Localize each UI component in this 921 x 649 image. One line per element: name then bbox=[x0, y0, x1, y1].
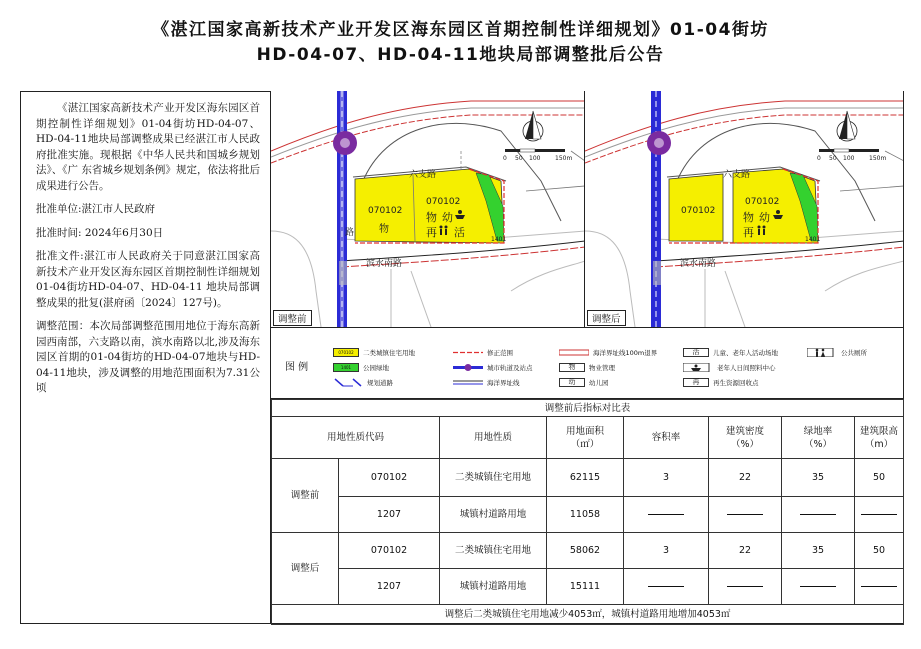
cell-far: 3 bbox=[624, 459, 709, 497]
legend-label: 城市轨道及站点 bbox=[487, 364, 533, 372]
parcel-a-code: 070102 bbox=[368, 206, 403, 216]
parcel-b-zai: 再 bbox=[743, 226, 754, 239]
header-green-text: 绿地率 bbox=[803, 425, 833, 437]
map-after-label: 调整后 bbox=[587, 310, 626, 326]
legend-item-recycling bbox=[683, 378, 759, 387]
cell-nature: 城镇村道路用地 bbox=[440, 497, 547, 533]
legend-item-sea-line bbox=[453, 378, 520, 387]
rail-station-icon bbox=[453, 363, 483, 372]
indicator-comparison-table bbox=[271, 399, 904, 625]
legend-item-toilet bbox=[807, 348, 867, 357]
cell-density-empty bbox=[709, 497, 782, 533]
sea-setback-icon bbox=[559, 348, 589, 357]
cell-code: 070102 bbox=[339, 459, 440, 497]
parcel-b-wu: 物 bbox=[426, 211, 437, 224]
cell-green-empty bbox=[782, 569, 855, 605]
cell-height-empty bbox=[855, 497, 904, 533]
map-after-drawing bbox=[585, 91, 904, 327]
table-footnote: 调整后二类城镇住宅用地减少4053㎡，城镇村道路用地增加4053㎡ bbox=[272, 605, 904, 625]
parcel-b-code: 070102 bbox=[745, 197, 780, 207]
legend-item-kindergarten bbox=[559, 378, 609, 387]
map-before bbox=[271, 91, 585, 327]
legend-item-property bbox=[559, 363, 615, 372]
header-density-text: 建筑密度 bbox=[725, 425, 764, 437]
dash-mark bbox=[648, 514, 684, 515]
header-height-text: 建筑限高 bbox=[859, 425, 898, 437]
recycling-mark: 再 bbox=[683, 378, 709, 387]
scale-tick-100: 100 bbox=[843, 155, 855, 162]
legend-item-residential bbox=[333, 348, 415, 357]
scale-tick-150: 150m bbox=[555, 155, 573, 162]
parcel-a-code: 070102 bbox=[681, 206, 716, 216]
cell-area: 15111 bbox=[547, 569, 624, 605]
header-height bbox=[855, 417, 904, 459]
dash-mark bbox=[800, 586, 836, 587]
cell-green-empty bbox=[782, 497, 855, 533]
cell-area: 58062 bbox=[547, 533, 624, 569]
parcel-b-code: 070102 bbox=[426, 197, 461, 207]
cell-far-empty bbox=[624, 569, 709, 605]
dash-mark bbox=[727, 586, 763, 587]
legend-label: 规划道路 bbox=[367, 379, 393, 387]
public-toilet-icon bbox=[807, 348, 837, 357]
approval-document-paragraph: 批准文件:湛江市人民政府关于同意湛江国家高新技术产业开发区海东园区首期控制性详细规划01-04街坊HD-04-07、HD-04-11 地块局部调整成果的批复(湛府函〔2024〕127号)。 bbox=[36, 250, 260, 309]
legend-item-elderly-center bbox=[683, 363, 776, 372]
header-area bbox=[547, 417, 624, 459]
legend-label: 幼儿园 bbox=[589, 379, 609, 387]
scale-tick-100: 100 bbox=[529, 155, 541, 162]
activity-mark: 活 bbox=[683, 348, 709, 357]
road-north-label: 六支路 bbox=[409, 170, 437, 180]
before-group-label: 调整前 bbox=[272, 459, 339, 533]
legend-item-park bbox=[333, 363, 389, 372]
cell-density: 22 bbox=[709, 459, 782, 497]
cell-density: 22 bbox=[709, 533, 782, 569]
intro-paragraph: 《湛江国家高新技术产业开发区海东园区首期控制性详细规划》01-04街坊HD-04-07、HD-04-11地块局部调整成果已经湛江市人民政府批准实施。现根据《中华人民共和国城乡规划法》、《广 东省城乡规划条例》规定，依法将批后成果进行公告。 bbox=[36, 102, 260, 192]
scope-paragraph: 调整范围：本次局部调整范围用地位于海东高新园西南部，六支路以南，滨水南路以北,涉及海东园区首期的01-04街坊的HD-04-07地块与HD-04-11地块，涉及调整的用地范围面积为7.31公顷 bbox=[36, 320, 260, 394]
header-height-unit: （m） bbox=[864, 438, 894, 450]
parcel-b-wu: 物 bbox=[743, 211, 754, 224]
table-row bbox=[272, 569, 904, 605]
header-code: 用地性质代码 bbox=[272, 417, 440, 459]
scale-tick-0: 0 bbox=[817, 155, 821, 162]
cell-area: 11058 bbox=[547, 497, 624, 533]
after-group-label: 调整后 bbox=[272, 533, 339, 605]
title-line-1: 《湛江国家高新技术产业开发区海东园区首期控制性详细规划》01-04街坊 bbox=[152, 20, 769, 40]
cell-nature: 城镇村道路用地 bbox=[440, 569, 547, 605]
kindergarten-mark: 幼 bbox=[559, 378, 585, 387]
sea-boundary-icon bbox=[453, 378, 483, 387]
header-area-text: 用地面积 bbox=[565, 425, 604, 437]
road-south-label: 滨水南路 bbox=[366, 259, 403, 269]
legend-label: 修正范围 bbox=[487, 349, 513, 357]
scale-tick-50: 50 bbox=[515, 155, 523, 162]
legend-label: 公园绿地 bbox=[363, 364, 389, 372]
legend-item-activity bbox=[683, 348, 778, 357]
legend-label: 儿童、老年人活动场地 bbox=[713, 349, 778, 357]
property-mark: 物 bbox=[559, 363, 585, 372]
approval-time-line: 批准时间: 2024年6月30日 bbox=[36, 226, 164, 239]
approver-line: 批准单位:湛江市人民政府 bbox=[36, 203, 156, 215]
legend-title: 图 例 bbox=[285, 362, 309, 373]
table-caption: 调整前后指标对比表 bbox=[272, 400, 904, 417]
cell-height-empty bbox=[855, 569, 904, 605]
green-code: 1401 bbox=[805, 236, 821, 243]
map-after bbox=[585, 91, 904, 327]
green-code: 1401 bbox=[491, 236, 507, 243]
cell-nature: 二类城镇住宅用地 bbox=[440, 459, 547, 497]
parcel-b-zai: 再 bbox=[426, 226, 437, 239]
legend-item-rail bbox=[453, 363, 533, 372]
legend-item-sea-setback bbox=[559, 348, 657, 357]
legend-label: 海洋界址线100m退界 bbox=[593, 349, 658, 357]
dash-mark bbox=[727, 514, 763, 515]
parcel-b-you: 幼 bbox=[759, 211, 770, 224]
park-swatch: 1401 bbox=[333, 363, 359, 372]
map-before-label: 调整前 bbox=[273, 310, 312, 326]
announcement-title bbox=[0, 18, 921, 68]
residential-swatch: 070102 bbox=[333, 348, 359, 357]
legend-label: 再生资源回收点 bbox=[713, 379, 759, 387]
legend-label: 物业管理 bbox=[589, 364, 615, 372]
dash-mark bbox=[861, 514, 897, 515]
header-green-unit: （%） bbox=[803, 438, 833, 450]
dash-mark bbox=[648, 586, 684, 587]
legend bbox=[271, 327, 904, 399]
legend-label: 公共厕所 bbox=[841, 349, 867, 357]
road-south-label: 滨水南路 bbox=[680, 259, 717, 269]
legend-item-revision-boundary bbox=[453, 348, 513, 357]
dash-mark bbox=[861, 586, 897, 587]
legend-label: 老年人日间照料中心 bbox=[717, 364, 776, 372]
header-density-unit: （%） bbox=[730, 438, 760, 450]
cell-far-empty bbox=[624, 497, 709, 533]
planned-road-icon bbox=[333, 378, 363, 387]
dash-mark bbox=[800, 514, 836, 515]
cell-height: 50 bbox=[855, 459, 904, 497]
cell-code: 070102 bbox=[339, 533, 440, 569]
header-green bbox=[782, 417, 855, 459]
table-row bbox=[272, 497, 904, 533]
scale-tick-50: 50 bbox=[829, 155, 837, 162]
legend-label: 二类城镇住宅用地 bbox=[363, 349, 415, 357]
revision-boundary-icon bbox=[453, 348, 483, 357]
cell-height: 50 bbox=[855, 533, 904, 569]
legend-label: 海洋界址线 bbox=[487, 379, 520, 387]
parcel-b-you: 幼 bbox=[442, 211, 453, 224]
parcel-b-huo: 活 bbox=[454, 226, 465, 239]
header-far: 容积率 bbox=[624, 417, 709, 459]
scale-tick-150: 150m bbox=[869, 155, 887, 162]
scale-tick-0: 0 bbox=[503, 155, 507, 162]
cell-far: 3 bbox=[624, 533, 709, 569]
map-before-drawing bbox=[271, 91, 585, 327]
announcement-text-panel bbox=[20, 91, 271, 624]
legend-item-planned-road bbox=[333, 378, 393, 387]
road-north-label: 六支路 bbox=[723, 170, 751, 180]
title-line-2: HD-04-07、HD-04-11地块局部调整批后公告 bbox=[256, 45, 665, 65]
road-west-label: 路 bbox=[345, 228, 355, 238]
cell-green: 35 bbox=[782, 533, 855, 569]
header-density bbox=[709, 417, 782, 459]
cell-area: 62115 bbox=[547, 459, 624, 497]
header-area-unit: （㎡） bbox=[570, 438, 600, 450]
cell-nature: 二类城镇住宅用地 bbox=[440, 533, 547, 569]
table-row bbox=[272, 533, 904, 569]
cell-code: 1207 bbox=[339, 497, 440, 533]
parcel-a-wu: 物 bbox=[379, 224, 389, 235]
table-row bbox=[272, 459, 904, 497]
cell-code: 1207 bbox=[339, 569, 440, 605]
cell-green: 35 bbox=[782, 459, 855, 497]
header-nature: 用地性质 bbox=[440, 417, 547, 459]
elderly-center-icon bbox=[683, 363, 713, 372]
cell-density-empty bbox=[709, 569, 782, 605]
